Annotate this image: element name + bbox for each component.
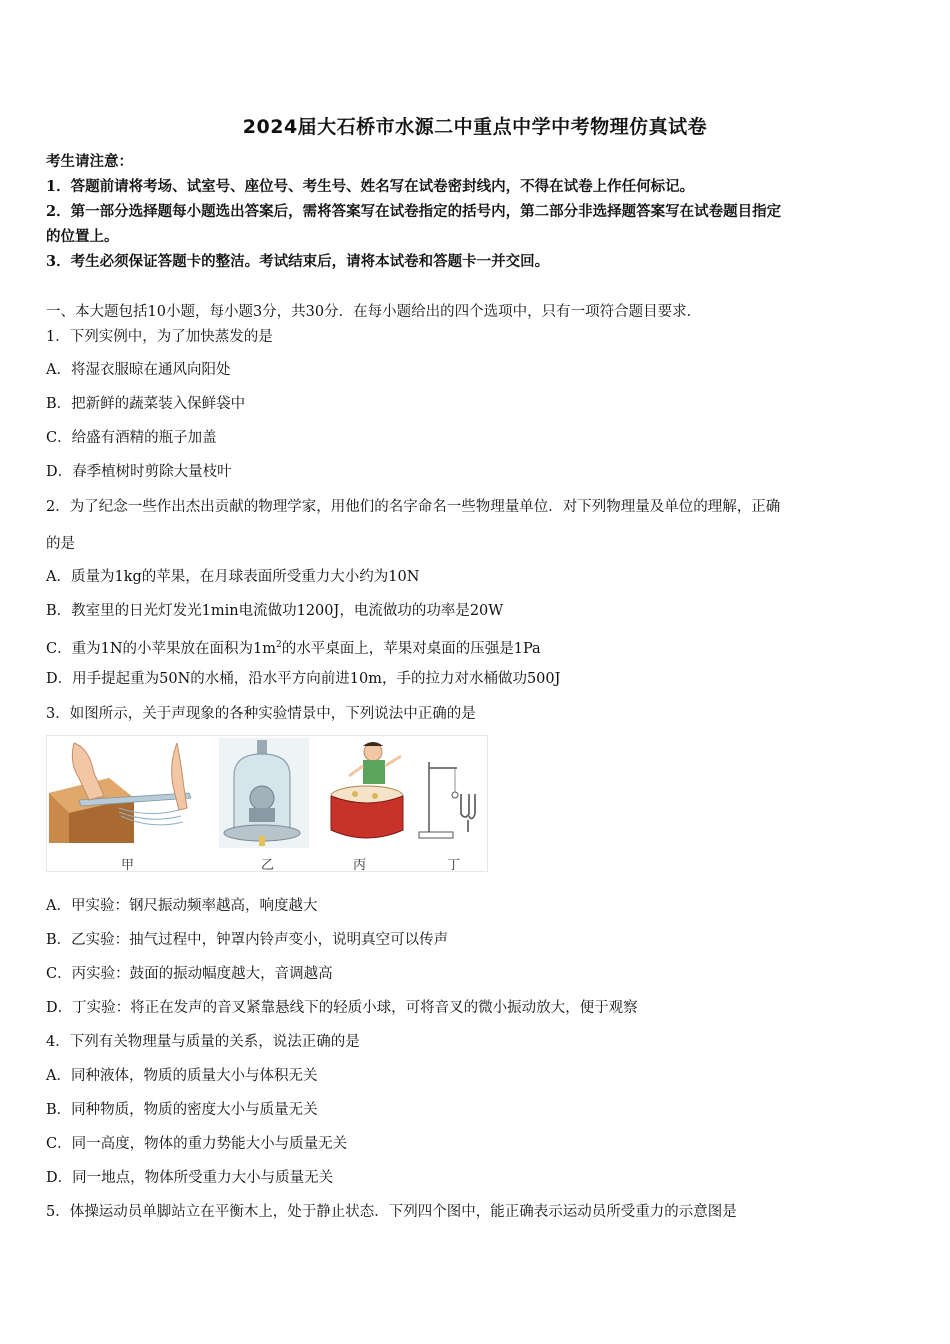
figure-label-jia: 甲 bbox=[121, 858, 135, 873]
question-1-option-b: B．把新鲜的蔬菜装入保鲜袋中 bbox=[46, 396, 246, 412]
question-4-option-d: D．同一地点，物体所受重力大小与质量无关 bbox=[46, 1170, 334, 1186]
question-2-stem-cont: 的是 bbox=[46, 536, 75, 552]
section-heading: 一、本大题包括10小题，每小题3分，共30分．在每小题给出的四个选项中，只有一项符合题目要求． bbox=[46, 304, 702, 320]
question-2-option-b: B．教室里的日光灯发光1min电流做功1200J，电流做功的功率是20W bbox=[46, 603, 504, 619]
question-2-option-c bbox=[46, 635, 906, 659]
question-3-option-c: C．丙实验：鼓面的振动幅度越大，音调越高 bbox=[46, 966, 333, 982]
question-1-option-d: D．春季植树时剪除大量枝叶 bbox=[46, 464, 232, 480]
notice-item-2-cont: 的位置上。 bbox=[46, 228, 119, 245]
notice-item-1: 1．答题前请将考场、试室号、座位号、考生号、姓名写在试卷密封线内，不得在试卷上作任何标记。 bbox=[46, 178, 695, 195]
page-title: 2024届大石桥市水源二中重点中学中考物理仿真试卷 bbox=[242, 116, 708, 138]
question-3-option-a: A．甲实验：钢尺振动频率越高，响度越大 bbox=[46, 898, 318, 914]
notice-item-2: 2．第一部分选择题每小题选出答案后，需将答案写在试卷指定的括号内，第二部分非选择题答案写在试卷题目指定 bbox=[46, 203, 782, 220]
question-4-option-c: C．同一高度，物体的重力势能大小与质量无关 bbox=[46, 1136, 348, 1152]
figure-label-ding: 丁 bbox=[447, 858, 461, 873]
tuning-fork-illustration bbox=[417, 746, 483, 846]
question-3-option-d: D．丁实验：将正在发声的音叉紧靠悬线下的轻质小球，可将音叉的微小振动放大，便于观察 bbox=[46, 1000, 638, 1016]
option-c-text-pre: C．重为1N的小苹果放在面积为1m bbox=[46, 640, 276, 657]
question-4-option-b: B．同种物质，物质的密度大小与质量无关 bbox=[46, 1102, 318, 1118]
figure-label-bing: 丙 bbox=[353, 858, 367, 873]
question-3-option-b: B．乙实验：抽气过程中，钟罩内铃声变小，说明真空可以传声 bbox=[46, 932, 449, 948]
figure-label-yi: 乙 bbox=[261, 858, 275, 873]
question-1-option-c: C．给盛有酒精的瓶子加盖 bbox=[46, 430, 217, 446]
question-3-stem: 3．如图所示，关于声现象的各种实验情景中，下列说法中正确的是 bbox=[46, 706, 476, 722]
drum-experiment-illustration bbox=[325, 738, 415, 850]
bell-jar-illustration bbox=[219, 738, 309, 848]
question-2-option-a: A．质量为1kg的苹果，在月球表面所受重力大小约为10N bbox=[46, 569, 420, 585]
question-5-stem: 5．体操运动员单脚站立在平衡木上，处于静止状态．下列四个图中，能正确表示运动员所受重力的示意图是 bbox=[46, 1204, 737, 1220]
question-2-option-d: D．用手提起重为50N的水桶，沿水平方向前进10m，手的拉力对水桶做功500J bbox=[46, 671, 561, 687]
ruler-experiment-illustration bbox=[49, 738, 199, 853]
sound-experiments-figure bbox=[46, 735, 488, 872]
notice-item-3: 3．考生必须保证答题卡的整洁。考试结束后，请将本试卷和答题卡一并交回。 bbox=[46, 253, 550, 270]
question-2-stem: 2．为了纪念一些作出杰出贡献的物理学家，用他们的名字命名一些物理量单位．对下列物理量及单位的理解，正确 bbox=[46, 499, 781, 515]
question-4-option-a: A．同种液体，物质的质量大小与体积无关 bbox=[46, 1068, 318, 1084]
question-1-stem: 1．下列实例中，为了加快蒸发的是 bbox=[46, 329, 273, 345]
superscript-2: 2 bbox=[275, 640, 282, 650]
notice-heading: 考生请注意： bbox=[46, 153, 133, 170]
option-c-text-post: 的水平桌面上，苹果对桌面的压强是1Pa bbox=[281, 640, 541, 657]
question-4-stem: 4．下列有关物理量与质量的关系，说法正确的是 bbox=[46, 1034, 360, 1050]
question-1-option-a: A．将湿衣服晾在通风向阳处 bbox=[46, 362, 231, 378]
